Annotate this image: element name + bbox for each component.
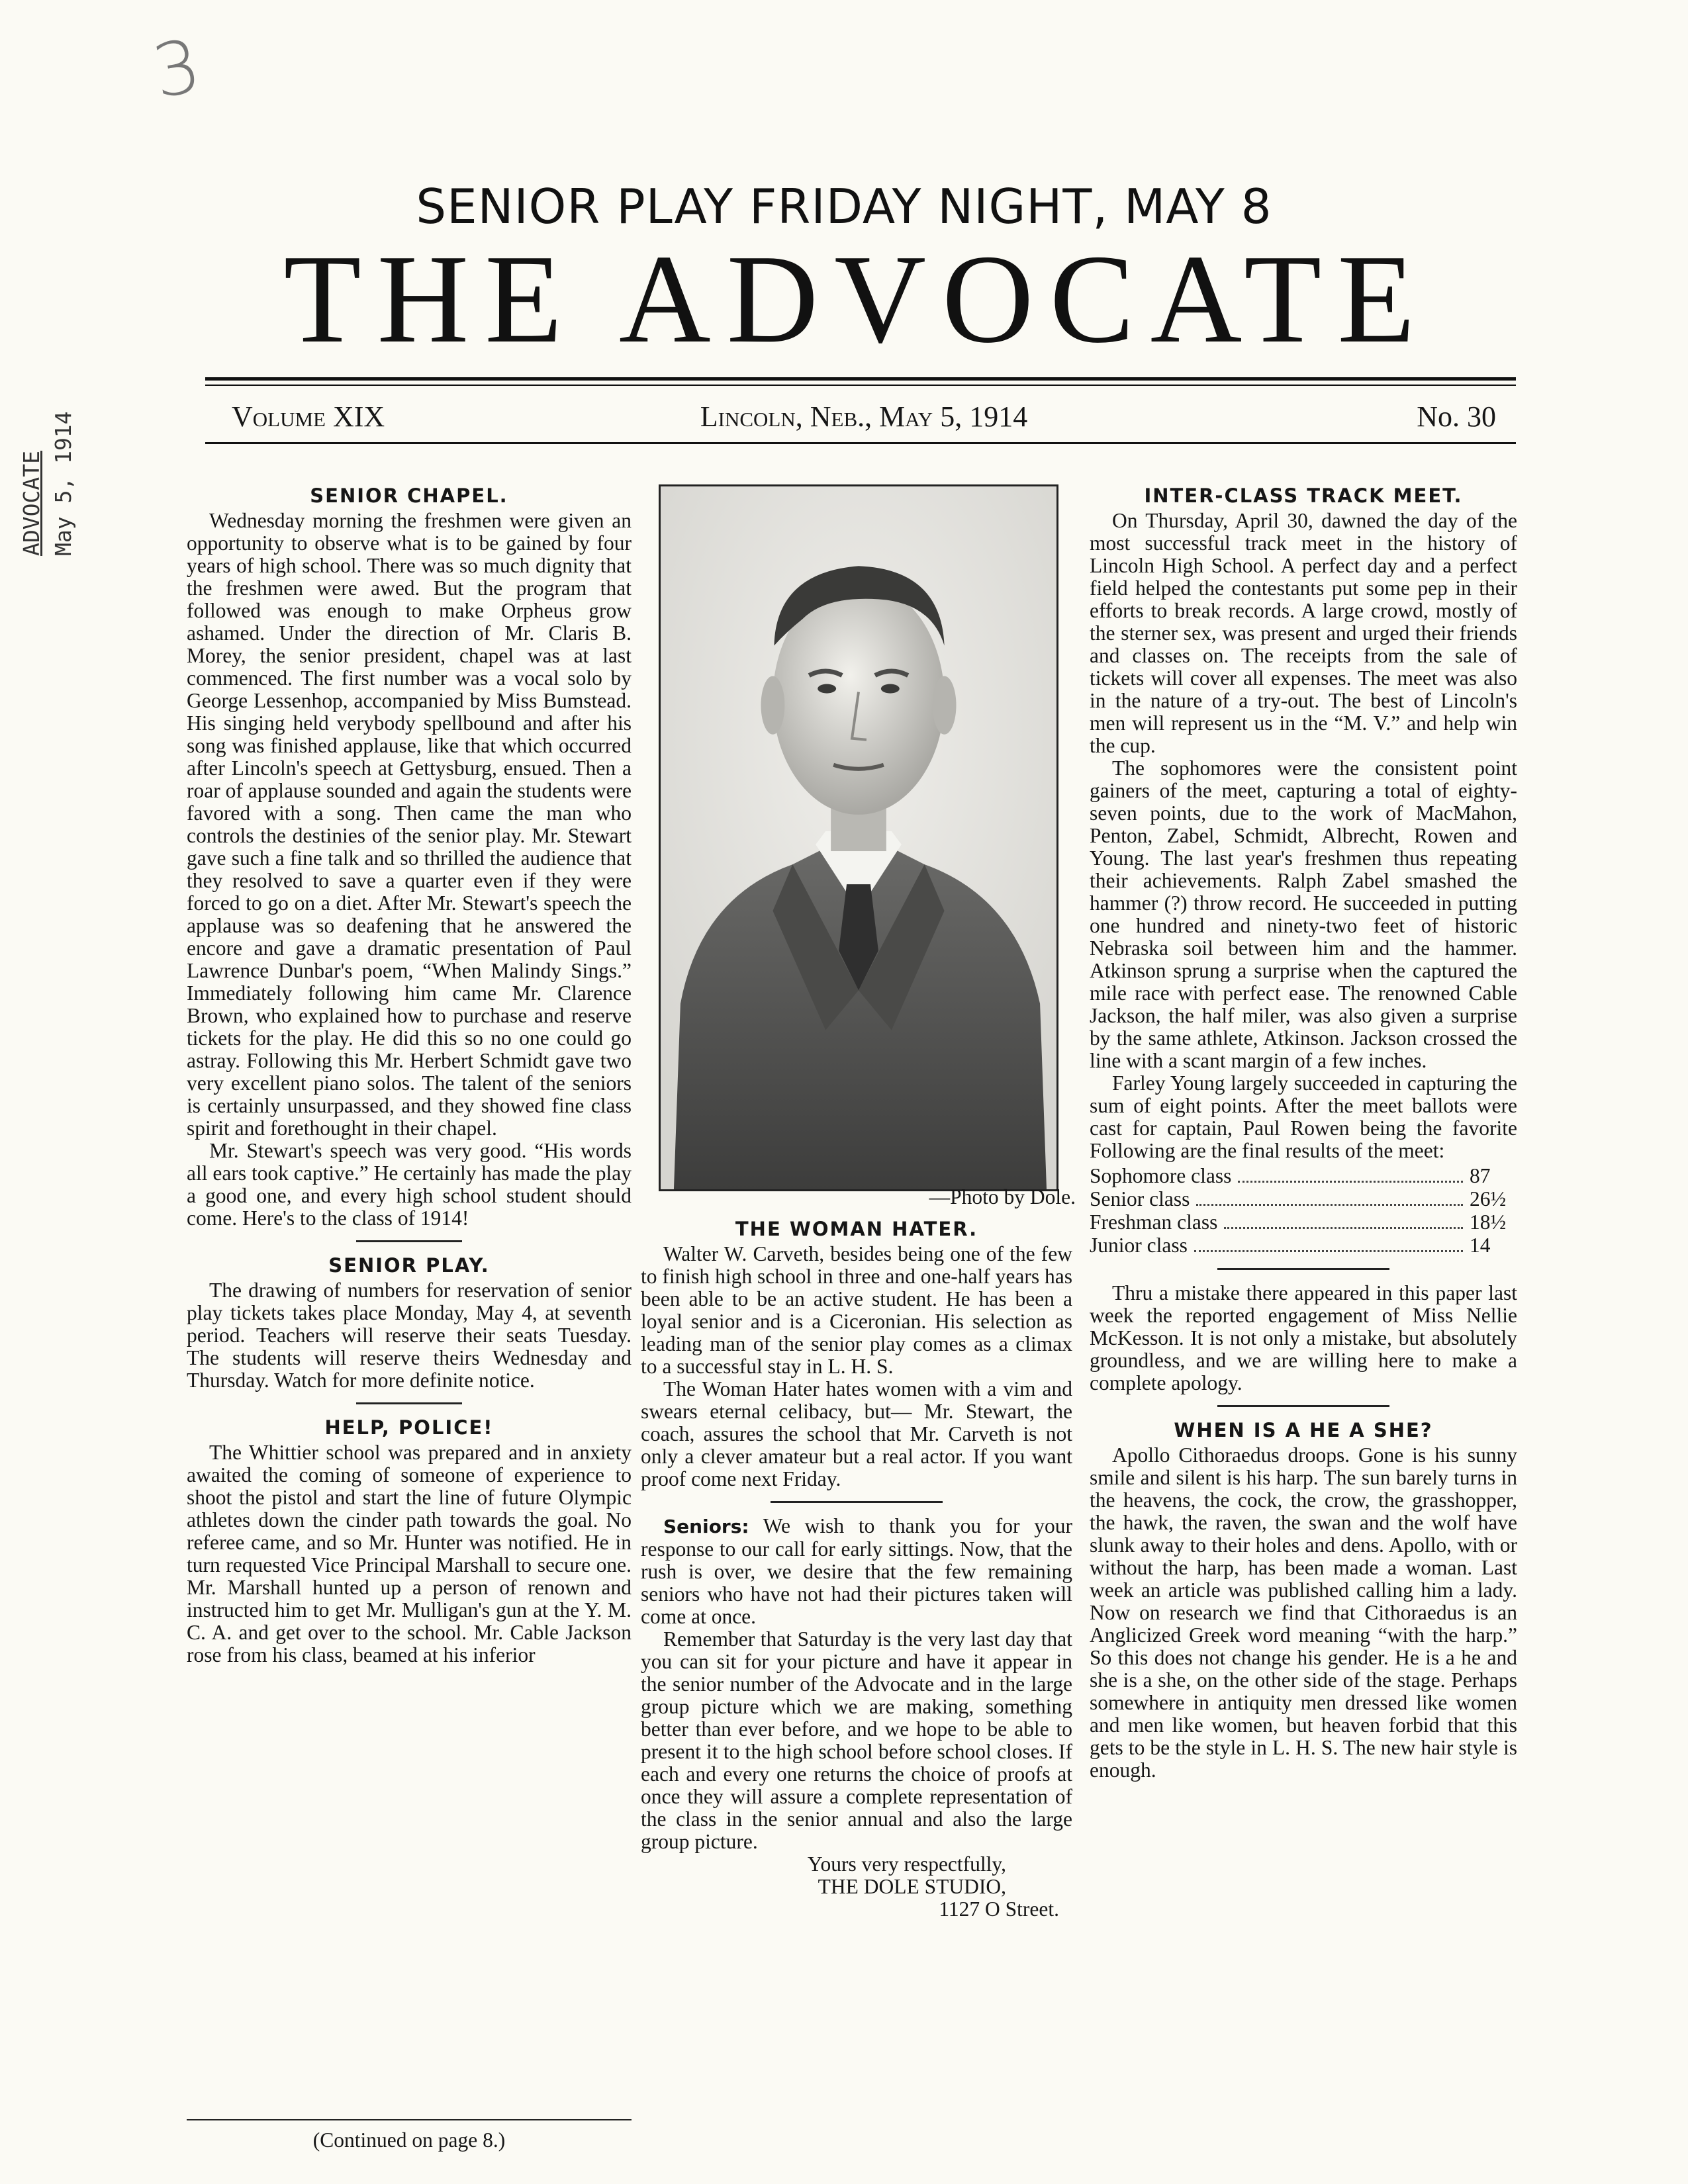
article-divider — [356, 1240, 462, 1242]
leader-dots — [1224, 1227, 1463, 1229]
column-3 — [1090, 480, 1517, 1782]
portrait-image — [661, 486, 1056, 1189]
article-divider — [1217, 1268, 1389, 1270]
studio-address: 1127 O Street. — [939, 1897, 1059, 1921]
archive-stamp — [16, 338, 102, 556]
seniors-notice-text: We wish to thank you for your response to our call for early sittings. Now, that the rush is over, we desire that the few remaining seniors who have not had their pictures taken will come at once. — [641, 1514, 1072, 1628]
portrait-photo — [659, 484, 1058, 1191]
class-name: Junior class — [1090, 1234, 1188, 1257]
help-police-heading: HELP, POLICE! — [324, 1416, 494, 1439]
masthead-title: THE ADVOCATE — [283, 228, 1431, 369]
class-name: Senior class — [1090, 1187, 1190, 1210]
track-meet-heading: INTER-CLASS TRACK MEET. — [1144, 484, 1463, 507]
class-points: 18½ — [1470, 1210, 1507, 1234]
column-2 — [641, 1179, 1072, 1921]
continued-note: (Continued on page 8.) — [312, 2128, 506, 2152]
leader-dots — [1196, 1204, 1463, 1206]
info-rule — [205, 442, 1516, 444]
woman-hater-paragraph-2: The Woman Hater hates women with a vim and swears eternal celibacy, but— Mr. Stewart, the coach, assures the school that Mr. Carveth is not only a clever amateur but a real actor. If you want proof come next Friday. — [641, 1377, 1072, 1490]
pencil-mark: 3 — [146, 23, 207, 115]
column-1-bottom-rule — [187, 2119, 632, 2120]
article-divider — [1217, 1405, 1389, 1407]
class-points: 26½ — [1470, 1187, 1507, 1210]
seniors-notice-paragraph-1 — [641, 1515, 1072, 1628]
results-row — [1090, 1234, 1517, 1257]
class-points: 87 — [1470, 1164, 1491, 1187]
class-name: Sophomore class — [1090, 1164, 1232, 1187]
senior-play-paragraph: The drawing of numbers for reservation of senior play tickets takes place Monday, May 4, at seventh period. Teachers will reserve their seats Tuesday. The students will reserve theirs Wednesday and Thursday. Watch for more definite notice. — [187, 1279, 632, 1392]
issue-info-line — [232, 400, 1496, 439]
leader-dots — [1238, 1181, 1463, 1183]
studio-signature — [641, 1853, 1072, 1921]
senior-chapel-paragraph-2: Mr. Stewart's speech was very good. “His words all ears took captive.” He certainly has made the play a good one, and every high school student should come. Here's to the class of 1914! — [187, 1139, 632, 1230]
seniors-label: Seniors: — [663, 1516, 749, 1537]
results-row — [1090, 1211, 1517, 1234]
masthead-rule-top — [205, 377, 1516, 381]
place-date: Lincoln, Neb., May 5, 1914 — [700, 400, 1028, 433]
results-table — [1090, 1165, 1517, 1257]
volume-label: Volume XIX — [232, 400, 385, 433]
article-divider — [356, 1402, 462, 1404]
he-a-she-paragraph: Apollo Cithoraedus droops. Gone is his sunny smile and silent is his harp. The sun barely turns in the heavens, the cock, the crow, the grasshopper, the hawk, the raven, the swan and the wolf have slunk away to their holes and dens. Apollo, with or without the harp, has been made a woman. Last week an article was published calling him a lady. Now on research we find that Cithoraedus is an Anglicized Greek word meaning “with the harp.” So this does not change his gender. He is a he and she is a she, on the other side of the stage. Perhaps somewhere in antiquity men dressed like women and men like women, but heaven forbid that this gets to be the style in L. H. S. The new hair style is enough. — [1090, 1443, 1517, 1782]
results-row — [1090, 1188, 1517, 1211]
help-police-paragraph: The Whittier school was prepared and in anxiety awaited the coming of someone of experience to shoot the pistol and start the line of future Olympic athletes down the cinder path towards the goal. No referee came, and so Mr. Hunter was notified. He in turn requested Vice Principal Marshall to secure one. Mr. Marshall hunted up a person of renown and instructed him to get Mr. Mulligan's gun at the Y. M. C. A. and get over to the school. Mr. Cable Jackson rose from his class, beamed at his inferior — [187, 1441, 632, 1666]
article-divider — [771, 1501, 943, 1503]
class-name: Freshman class — [1090, 1210, 1218, 1234]
results-row — [1090, 1165, 1517, 1188]
senior-chapel-heading: SENIOR CHAPEL. — [310, 484, 508, 507]
column-1 — [187, 480, 632, 1666]
issue-number: No. 30 — [1417, 400, 1496, 433]
seniors-notice-paragraph-2: Remember that Saturday is the very last day that you can sit for your picture and have it appear in the senior number of the Advocate and in the large group picture which we are making, something better than ever before, and we hope to be able to present it to the high school before school closes. If each and every one returns the choice of proofs at once they will assure a complete representation of the class in the senior annual and also the large group picture. — [641, 1627, 1072, 1853]
track-meet-paragraph-2: The sophomores were the consistent point gainers of the meet, capturing a total of eighty-seven points, due to the work of MacMahon, Penton, Zabel, Schmidt, Albrecht, Rowen and Young. The last year's freshmen thus repeating their achievements. Ralph Zabel smashed the hammer (?) throw record. He succeeded in putting one hundred and ninety-two feet of historic Nebraska soil between him and the hammer. Atkinson sprung a surprise when the captured the mile race with perfect ease. The renowned Cable Jackson, the half miler, was also given a surprise by the same athlete, Atkinson. Jackson crossed the line with a scant margin of a few inches. — [1090, 756, 1517, 1072]
signoff: Yours very respectfully, — [807, 1852, 1006, 1876]
senior-play-heading: SENIOR PLAY. — [328, 1254, 490, 1277]
track-meet-paragraph-1: On Thursday, April 30, dawned the day of the most successful track meet in the history of Lincoln High School. A perfect day and a perfect field helped the contestants put some pep in their efforts to break records. A large crowd, mostly of the sterner sex, was present and urged their friends and classes on. The receipts from the sale of tickets will cover all expenses. The meet was also in the nature of a try-out. The best of Lincoln's men will represent us in the “M. V.” and help win the cup. — [1090, 509, 1517, 757]
photo-credit: —Photo by Dole. — [929, 1185, 1076, 1208]
leader-dots — [1194, 1250, 1463, 1252]
masthead-rule-thin — [205, 385, 1516, 386]
correction-paragraph: Thru a mistake there appeared in this paper last week the reported engagement of Miss Nellie McKesson. It is not only a mistake, but absolutely groundless, and we are willing here to make a complete apology. — [1090, 1281, 1517, 1394]
senior-chapel-paragraph-1: Wednesday morning the freshmen were given an opportunity to observe what is to be gained by four years of high school. There was so much dignity that the freshmen were awed. But the program that followed was enough to make Orpheus grow ashamed. Under the direction of Mr. Claris B. Morey, the senior president, chapel was at last commenced. The first number was a vocal solo by George Lessenhop, accompanied by Miss Bumstead. His singing held verybody spellbound and after his song was finished applause, like that which occurred after Lincoln's speech at Gettysburg, ensued. Then a roar of applause sounded and again the students were favored with a song. Then came the man who controls the destinies of the senior play. Mr. Stewart gave such a fine talk and so thrilled the audience that they resolved to save a quarter even if they were forced to go on a diet. After Mr. Stewart's speech the applause was so deafening that he answered the encore and gave a dramatic presentation of Paul Lawrence Dunbar's poem, “When Malindy Sings.” Immediately following him came Mr. Clarence Brown, who explained how to purchase and reserve tickets for the play. He did this so no one could go astray. Following this Mr. Herbert Schmidt gave two very excellent piano solos. The talent of the seniors is certainly unsurpassed, and they showed fine class spirit and forethought in their chapel. — [187, 509, 632, 1140]
woman-hater-heading: THE WOMAN HATER. — [735, 1218, 978, 1240]
stamp-title: ADVOCATE — [19, 451, 44, 556]
studio-name: THE DOLE STUDIO, — [818, 1875, 1006, 1898]
track-meet-paragraph-3: Farley Young largely succeeded in capturing the sum of eight points. After the meet ballots were cast for captain, Paul Rowen being the favorite Following are the final results of the meet: — [1090, 1071, 1517, 1162]
stamp-date: May 5, 1914 — [50, 411, 76, 556]
headline-banner: SENIOR PLAY FRIDAY NIGHT, MAY 8 — [416, 179, 1272, 234]
woman-hater-paragraph-1: Walter W. Carveth, besides being one of the few to finish high school in three and one-half years has been able to be an active student. He has been a loyal senior and is a Ciceronian. His selection as leading man of the senior play comes as a climax to a successful stay in L. H. S. — [641, 1242, 1072, 1378]
he-a-she-heading: WHEN IS A HE A SHE? — [1174, 1419, 1433, 1441]
class-points: 14 — [1470, 1234, 1491, 1257]
